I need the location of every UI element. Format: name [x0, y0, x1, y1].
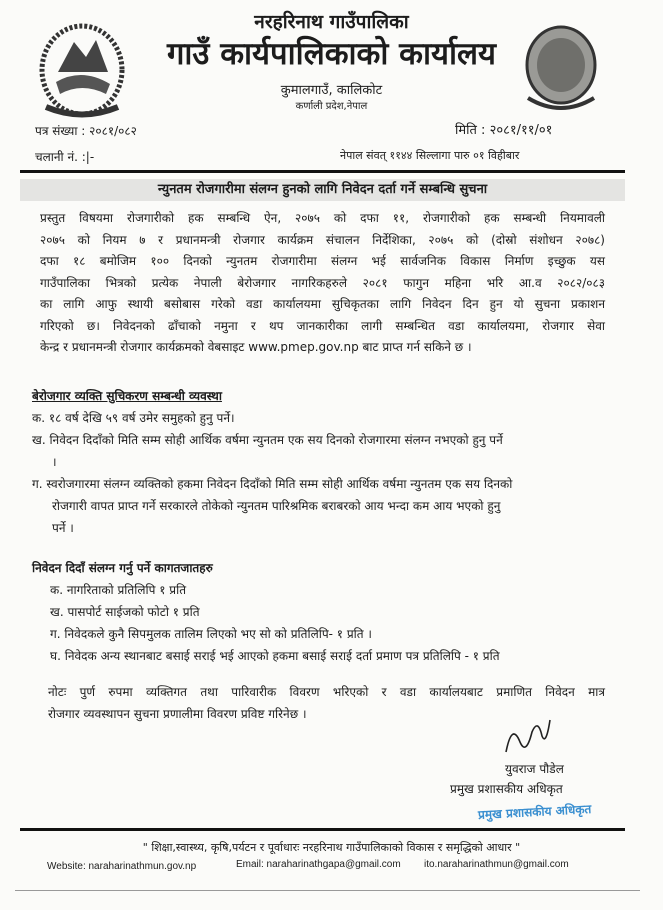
note-line: रोजगार व्यवस्थापन सुचना प्रणालीमा विवरण प्रविष्ट गरिनेछ ।: [48, 706, 307, 721]
eligibility-item-cont: ।: [52, 455, 57, 469]
signatory-title: प्रमुख प्रशासकीय अधिकृत: [450, 782, 563, 796]
eligibility-heading: बेरोजगार व्यक्ति सुचिकरण सम्बन्धी व्यवस्था: [32, 389, 222, 403]
body-line: दफा १८ बमोजिम १०० दिनको न्युनतम रोजगारीमा संलग्न भई सार्वजनिक विकास निर्माण इच्छुक यस: [40, 254, 605, 268]
office-name: गाउँ कार्यपालिकाको कार्यालय: [166, 36, 497, 72]
footer-motto: " शिक्षा,स्वास्थ्य, कृषि,पर्यटन र पूर्वाधारः नरहरिनाथ गाउँपालिकाको विकास र समृद्धिको आधार ": [142, 841, 521, 854]
footer-email-ito: ito.naraharinathmun@gmail.com: [424, 859, 569, 870]
body-line: गाउँपालिका भित्रको प्रत्येक नेपाली बेरोजगार नागरिकहरुले २०८१ फागुन महिना भरि आ.व २०८२/०८३: [40, 275, 605, 290]
eligibility-item-cont: रोजगारी वापत प्राप्त गर्ने सरकारले तोकेको न्युनतम पारिश्रमिक बराबरको आय भन्दा कम आय भएको हुनु: [52, 499, 501, 513]
eligibility-item: ख. निवेदन दिदाँको मिति सम्म सोही आर्थिक वर्षमा न्युनतम एक सय दिनको रोजगारमा संलग्न नभएको हुनु पर्ने: [32, 433, 503, 447]
body-line: का लागि आफु स्थायी बसोबास गरेको वडा कार्यालयमा सुचिकृतका लागि निवेदन दिन हुन यो सुचना प्रकाशन: [40, 297, 605, 311]
body-line: गरिएको छ। निवेदनको ढाँचाको नमुना र थप जानकारीका लागी सम्बन्धित वडा कार्यालयमा, रोजगार सेवा: [40, 318, 605, 333]
footer-divider: [20, 828, 625, 831]
footer-email: Email: naraharinathgapa@gmail.com: [236, 859, 401, 870]
letter-date: मिति : २०८१/११/०१: [455, 123, 553, 138]
document-item: ख. पासपोर्ट साईजको फोटो १ प्रति: [50, 605, 200, 619]
eligibility-item-cont: पर्ने ।: [52, 521, 74, 535]
official-stamp: प्रमुख प्रशासकीय अधिकृत: [477, 802, 592, 822]
note-line: नोटः पुर्ण रुपमा व्यक्तिगत तथा पारिवारीक विवरण भरिएको र वडा कार्यालयबाट प्रमाणित निवेदन मात्र: [48, 685, 605, 699]
body-line: २०७५ को नियम ७ र प्रधानमन्त्री रोजगार कार्यक्रम संचालन निर्देशिका, २०७५ को (दोस्रो संशोधन २०७८): [40, 232, 605, 247]
eligibility-item: क. १८ वर्ष देखि ५९ वर्ष उमेर समुहको हुनु पर्ने।: [32, 411, 235, 425]
reference-number: पत्र संख्या : २०८१/०८२: [35, 124, 137, 138]
signatory-name: युवराज पौडेल: [505, 762, 564, 776]
body-line: प्रस्तुत विषयमा रोजगारीको हक सम्बन्धि ऐन, २०७५ को दफा ११, रोजगारीको हक सम्बन्धी नियमावली: [40, 211, 605, 225]
page-edge: [15, 890, 640, 891]
body-line: केन्द्र र प्रधानमन्त्री रोजगार कार्यक्रमको वेबसाइट www.pmep.gov.np बाट प्राप्त गर्न सकिने छ ।: [40, 340, 472, 354]
document-item: क. नागरिताको प्रतिलिपि १ प्रति: [50, 583, 187, 597]
header-divider: [20, 170, 625, 173]
nepal-samvat-date: नेपाल संवत् ११४४ सिल्लागा पारु ०१ विहीबार: [340, 149, 520, 162]
documents-heading: निवेदन दिदाँ संलग्न गर्नु पर्ने कागतजातहरु: [32, 561, 213, 575]
document-item: घ. निवेदक अन्य स्थानबाट बसाई सराई भई आएको हकमा बसाई सराई दर्ता प्रमाण पत्र प्रतिलिपि - १ प्रति: [50, 649, 500, 663]
signature: [498, 712, 558, 760]
office-address: कुमालगाउँ, कालिकोट: [280, 83, 383, 98]
dispatch-number: चलानी नं. :|-: [35, 150, 95, 164]
document-item: ग. निवेदकले कुनै सिपमुलक तालिम लिएको भए सो को प्रतिलिपि- १ प्रति ।: [50, 627, 372, 641]
eligibility-item: ग. स्वरोजगारमा संलग्न व्यक्तिको हकमा निवेदन दिदाँको मिति सम्म सोही आर्थिक वर्षमा न्युनतम एक सय दिनको: [32, 477, 513, 491]
footer-website: Website: naraharinathmun.gov.np: [47, 861, 197, 872]
subject-banner: न्युनतम रोजगारीमा संलग्न हुनको लागि निवेदन दर्ता गर्ने सम्बन्धि सुचना: [20, 179, 625, 201]
municipality-name: नरहरिनाथ गाउँपालिका: [254, 11, 409, 33]
office-province: कर्णाली प्रदेश,नेपाल: [295, 101, 368, 112]
body-paragraph: [40, 208, 605, 359]
